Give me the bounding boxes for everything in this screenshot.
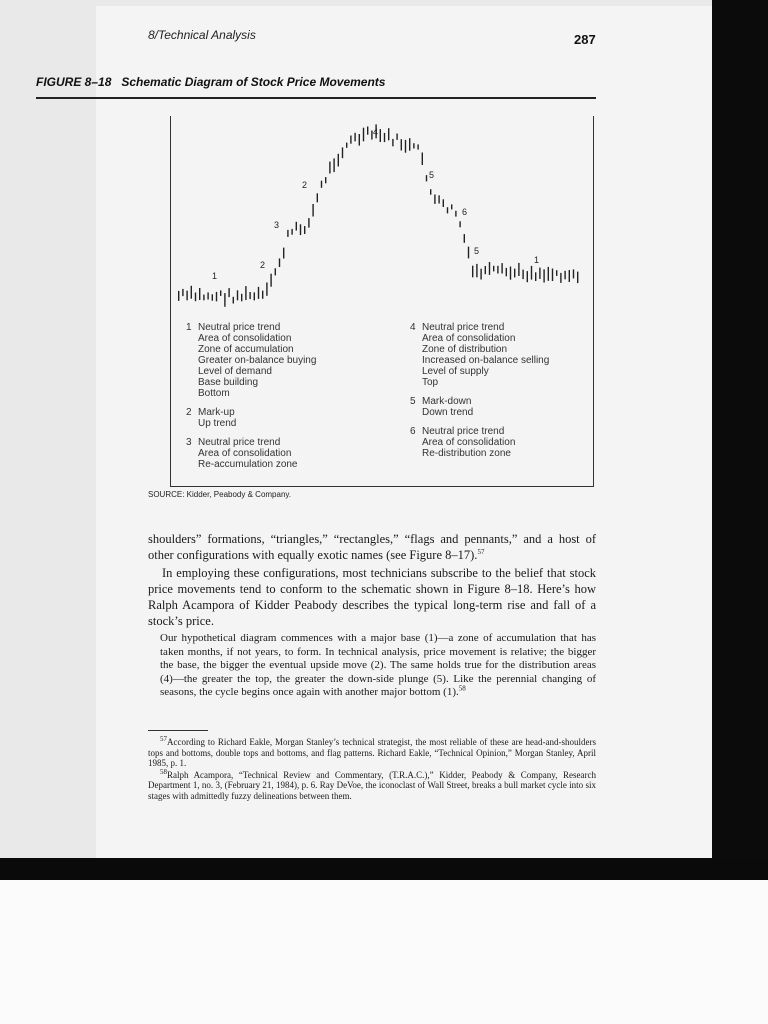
footnote-text: Ralph Acampora, “Technical Review and Commentary, (T.R.A.C.),” Kidder, Peabody & Company, Research Department 1, no. 3, (February 21, 1984), p. 6. Ray DeVoe, the iconoclast of Wall Street, breaks a bull market cycle into six stages with admittedly fuzzy delineations between them. <box>148 769 596 801</box>
legend-line: Zone of distribution <box>422 344 508 355</box>
scan-edge-bottom <box>0 858 768 880</box>
paragraph-text: shoulders” formations, “triangles,” “rectangles,” “flags and pennants,” and a host of other configurations with equally exotic names (see Figure 8–17). <box>148 532 596 562</box>
price-bar <box>422 153 423 166</box>
price-bar <box>577 272 578 284</box>
legend-right <box>410 322 549 467</box>
price-bar <box>199 288 200 300</box>
price-bar <box>510 267 511 280</box>
figure-source: SOURCE: Kidder, Peabody & Company. <box>148 490 292 499</box>
page-number: 287 <box>574 32 596 47</box>
price-bar <box>220 290 221 296</box>
price-bar <box>493 266 494 272</box>
price-bar <box>291 229 292 235</box>
price-bar <box>329 162 330 174</box>
price-bar <box>283 248 284 259</box>
stage-marker: 6 <box>462 207 468 217</box>
figure-label: FIGURE 8–18 <box>36 75 112 89</box>
price-bar <box>434 195 435 204</box>
stage-marker: 2 <box>260 260 266 270</box>
legend-entry <box>186 322 316 399</box>
price-bar <box>396 134 397 140</box>
price-bar <box>233 297 234 304</box>
stage-marker: 1 <box>534 255 540 265</box>
legend-number: 6 <box>410 426 416 437</box>
price-bar <box>262 291 263 299</box>
price-bar <box>304 226 305 234</box>
body-paragraph <box>148 531 596 563</box>
legend-line: Greater on-balance buying <box>198 355 317 366</box>
price-bar <box>447 207 448 213</box>
price-bar <box>178 291 179 301</box>
footnote <box>148 767 596 802</box>
price-bar <box>228 288 229 297</box>
price-bar <box>451 204 452 209</box>
legend-line: Level of supply <box>422 366 489 377</box>
price-bar <box>224 293 225 307</box>
price-bar <box>527 271 528 282</box>
legend-line: Re-distribution zone <box>422 448 511 459</box>
body-paragraph <box>148 565 596 629</box>
legend-line: Neutral price trend <box>422 426 505 437</box>
price-bar <box>182 289 183 296</box>
price-bar <box>430 189 431 195</box>
stage-marker: 3 <box>274 220 280 230</box>
legend-line: Mark-up <box>198 407 235 418</box>
price-bar <box>380 129 381 142</box>
stage-marker: 4 <box>373 127 379 137</box>
legend-line: Down trend <box>422 407 474 418</box>
legend-line: Neutral price trend <box>422 322 505 333</box>
legend-line: Base building <box>198 377 259 388</box>
price-bar <box>388 128 389 140</box>
price-bar <box>497 266 498 274</box>
price-bar <box>308 218 309 228</box>
price-bar <box>363 128 364 142</box>
price-bar <box>312 204 313 217</box>
price-bar <box>249 292 250 299</box>
price-bar <box>535 272 536 281</box>
price-bar <box>464 234 465 243</box>
price-bar <box>518 263 519 276</box>
footnote-text: According to Richard Eakle, Morgan Stanley’s technical strategist, the most reliable of these are head-and-shoulders tops and bottoms, double tops and bottoms, and flag patterns. Richard Eakle, “Technical Opinion,” Morgan Stanley, April 1985, p. 1. <box>148 737 596 768</box>
price-bar <box>413 143 414 148</box>
price-bar <box>359 134 360 146</box>
price-bar <box>191 286 192 299</box>
price-bar <box>203 295 204 301</box>
legend-line: Area of consolidation <box>422 437 516 448</box>
block-quote <box>160 632 596 700</box>
legend-left <box>186 322 316 478</box>
price-bar <box>195 293 196 302</box>
price-bar <box>443 199 444 207</box>
legend-line: Increased on-balance selling <box>422 355 550 366</box>
price-bar <box>317 193 318 202</box>
stage-marker: 5 <box>429 170 435 180</box>
price-bar <box>279 258 280 267</box>
legend-line: Up trend <box>198 418 237 429</box>
price-bar <box>254 292 255 300</box>
legend-line: Mark-down <box>422 396 472 407</box>
footnote-rule <box>148 730 208 731</box>
price-bar <box>216 292 217 301</box>
price-bar <box>417 144 418 149</box>
stage-marker: 2 <box>302 180 308 190</box>
price-bar <box>237 290 238 300</box>
footnote-mark: 58 <box>160 767 167 776</box>
quote-text: Our hypothetical diagram commences with a major base (1)—a zone of accumulation that has taken months, if not years, to form. In technical analysis, price movement is relative; the bigger the base, the bigger the eventual upside move (2). The same holds true for the distribution areas (4)—the greater the top, the greater the down-side plunge (5). Like the perennial changing of seasons, the cycle begins once again with another major bottom (1). <box>160 632 596 698</box>
price-bar <box>455 211 456 217</box>
price-schematic-diagram <box>170 116 592 316</box>
price-bar <box>367 127 368 135</box>
price-bar <box>522 270 523 280</box>
price-bar <box>186 291 187 301</box>
legend-entry <box>186 437 316 470</box>
price-bar <box>476 264 477 277</box>
stage-marker: 1 <box>212 271 218 281</box>
legend-number: 3 <box>186 437 192 448</box>
price-bar <box>514 269 515 278</box>
price-bar <box>531 266 532 280</box>
legend-entry <box>186 407 316 429</box>
price-bar <box>258 287 259 299</box>
price-bar <box>333 158 334 172</box>
legend-entry <box>410 322 549 388</box>
price-bar <box>241 294 242 302</box>
price-bar <box>350 136 351 144</box>
price-bar <box>354 133 355 142</box>
price-bar <box>287 230 288 237</box>
price-bar <box>472 266 473 278</box>
price-bar <box>342 147 343 158</box>
price-bars <box>178 124 578 306</box>
price-bar <box>325 177 326 183</box>
legend-number: 2 <box>186 407 192 418</box>
price-bar <box>245 286 246 300</box>
price-bar <box>401 139 402 150</box>
price-bar <box>485 266 486 274</box>
legend-line: Top <box>422 377 439 388</box>
price-bar <box>438 195 439 203</box>
legend-entry <box>410 426 549 459</box>
footnote <box>148 737 596 769</box>
price-bar <box>300 224 301 235</box>
legend-entry <box>410 396 549 418</box>
price-bar <box>212 294 213 300</box>
price-bar <box>564 271 565 280</box>
price-bar <box>459 221 460 227</box>
legend-line: Bottom <box>198 388 230 399</box>
price-bar <box>539 268 540 279</box>
price-bar <box>506 268 507 276</box>
price-bar <box>426 175 427 181</box>
price-bar <box>468 247 469 259</box>
price-bar <box>552 269 553 282</box>
legend-line: Area of consolidation <box>422 333 516 344</box>
legend-line: Neutral price trend <box>198 437 281 448</box>
stage-marker: 5 <box>474 246 480 256</box>
price-bar <box>392 139 393 146</box>
legend-line: Zone of accumulation <box>198 344 294 355</box>
price-bar <box>296 222 297 231</box>
legend-number: 5 <box>410 396 416 407</box>
price-bar <box>384 133 385 142</box>
running-title: 8/Technical Analysis <box>148 28 256 42</box>
legend-number: 1 <box>186 322 192 333</box>
price-bar <box>409 138 410 151</box>
price-bar <box>207 292 208 299</box>
price-bar <box>405 140 406 153</box>
title-rule <box>36 97 596 99</box>
legend-line: Re-accumulation zone <box>198 459 298 470</box>
price-bar <box>266 283 267 296</box>
figure-caption: Schematic Diagram of Stock Price Movements <box>121 75 386 89</box>
legend-line: Area of consolidation <box>198 448 292 459</box>
price-bar <box>321 181 322 188</box>
price-bar <box>346 143 347 148</box>
footnote-mark: 57 <box>160 735 167 743</box>
legend-line: Level of demand <box>198 366 272 377</box>
legend-line: Area of consolidation <box>198 333 292 344</box>
footnote-ref: 58 <box>458 684 466 693</box>
blank-margin <box>0 880 768 1024</box>
price-bar <box>275 268 276 275</box>
scan-edge-right <box>712 0 768 880</box>
price-bar <box>338 154 339 167</box>
price-bar <box>270 274 271 287</box>
figure-title <box>36 75 385 89</box>
paragraph-text: In employing these configurations, most technicians subscribe to the belief that stock price movements tend to conform to the schematic shown in Figure 8–18. Here’s how Ralph Acampora of Kidder Peabody describes the typical long-term rise and fall of a stock’s price. <box>148 566 596 628</box>
price-bar <box>501 263 502 273</box>
legend-number: 4 <box>410 322 416 333</box>
price-bar <box>569 270 570 282</box>
price-bar <box>489 262 490 275</box>
footnotes <box>148 737 596 802</box>
legend-line: Neutral price trend <box>198 322 281 333</box>
price-bar <box>556 270 557 276</box>
price-bar <box>543 269 544 282</box>
price-bar <box>480 269 481 280</box>
footnote-ref: 57 <box>477 547 485 556</box>
price-bar <box>573 269 574 278</box>
price-bar <box>548 267 549 281</box>
price-bar <box>560 273 561 283</box>
